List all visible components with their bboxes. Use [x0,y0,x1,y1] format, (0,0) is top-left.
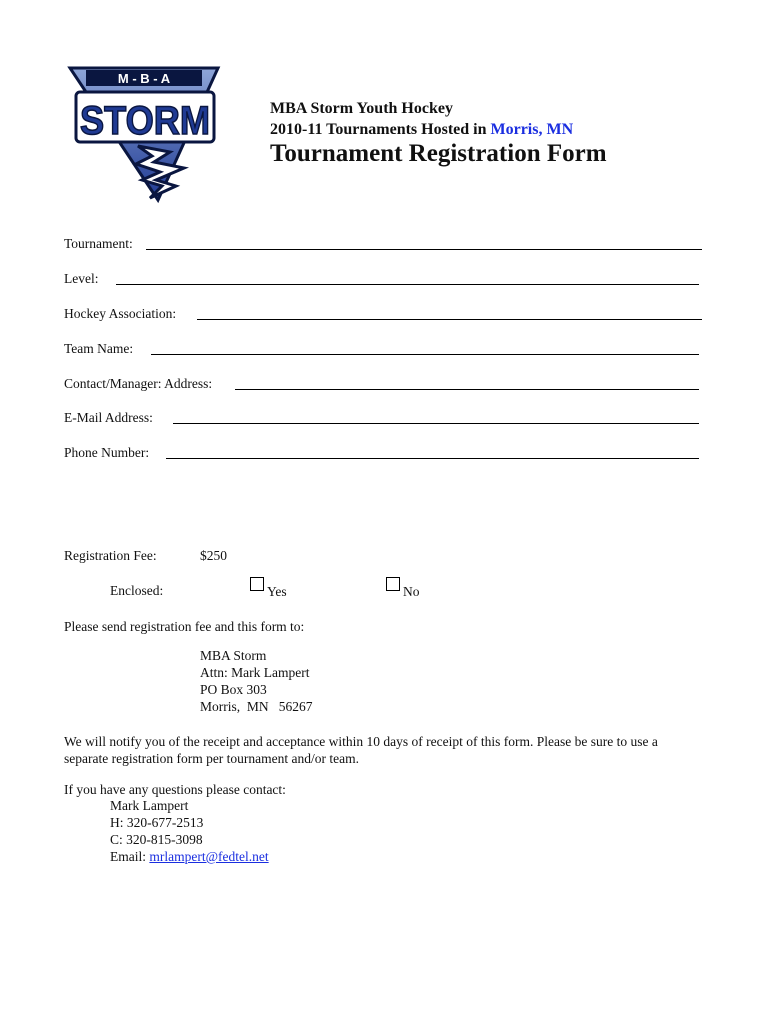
field-label-hockey-association: Hockey Association: [64,306,177,321]
yes-label: Yes [267,584,287,599]
mailing-line: PO Box 303 [200,682,267,697]
contact-cell-phone: C: 320-815-3098 [110,832,203,847]
yes-checkbox[interactable] [250,577,264,591]
page-title: Tournament Registration Form [270,140,607,167]
mailing-address [200,647,313,715]
contact-home-phone: H: 320-677-2513 [110,815,204,830]
location: Morris, MN [490,121,574,138]
mba-storm-logo [66,64,222,204]
org-line: MBA Storm Youth Hockey [270,100,453,117]
enclosed-label: Enclosed: [110,583,164,598]
contact-name: Mark Lampert [110,798,189,813]
contact-intro: If you have any questions please contact: [64,782,286,797]
fee-amount: $250 [200,548,227,563]
field-line-phone[interactable] [166,458,699,459]
field-line-tournament[interactable] [146,249,702,250]
mailing-line: Morris, MN 56267 [200,699,313,714]
tournament-line [270,121,573,139]
no-label: No [403,584,420,599]
tournament-prefix: 2010-11 Tournaments Hosted in [270,121,491,138]
notice-line: separate registration form per tournament and/or team. [64,751,360,766]
no-checkbox[interactable] [386,577,400,591]
field-line-hockey-association[interactable] [197,319,702,320]
field-line-email[interactable] [173,423,699,424]
contact-email-label: Email: [110,849,150,864]
mailing-line: Attn: Mark Lampert [200,665,310,680]
logo-main-text: STORM [80,99,210,143]
field-label-team-name: Team Name: [64,341,134,356]
contact-block [110,797,269,865]
field-line-contact-address[interactable] [235,389,699,390]
field-label-email: E-Mail Address: [64,410,153,425]
field-line-team-name[interactable] [151,354,699,355]
field-label-tournament: Tournament: [64,236,133,251]
notice [64,733,658,767]
logo-top-text: M - B - A [117,71,171,86]
field-label-level: Level: [64,271,99,286]
contact-email-link[interactable]: mrlampert@fedtel.net [149,849,269,864]
field-line-level[interactable] [116,284,699,285]
mailing-intro: Please send registration fee and this form to: [64,619,305,634]
fee-label: Registration Fee: [64,548,157,563]
contact-email-row [110,848,269,865]
field-label-contact-address: Contact/Manager: Address: [64,376,213,391]
field-label-phone: Phone Number: [64,445,150,460]
notice-line: We will notify you of the receipt and acceptance within 10 days of receipt of this form. Please be sure to use a [64,734,658,749]
mailing-line: MBA Storm [200,648,267,663]
